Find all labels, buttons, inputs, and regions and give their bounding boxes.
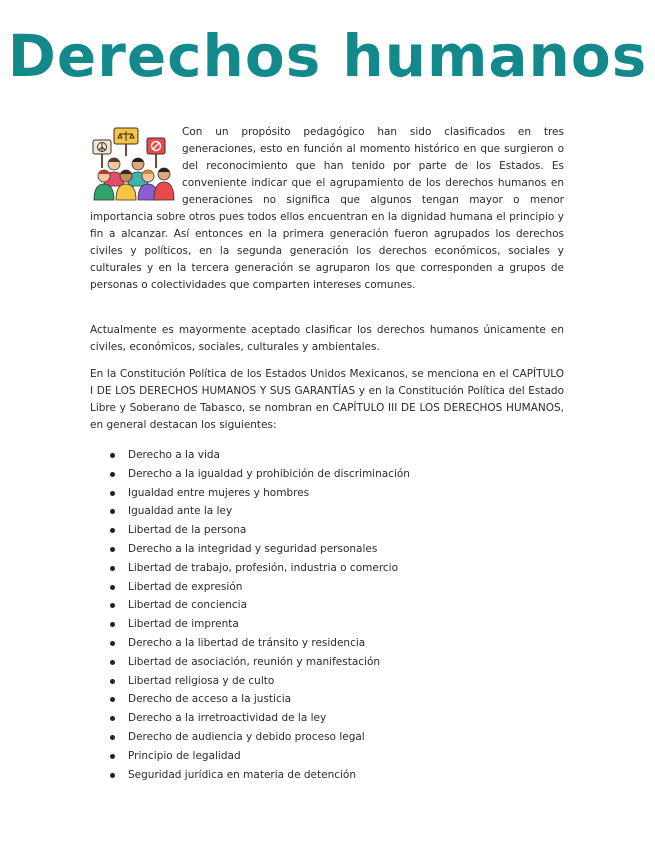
list-item: Derecho a la libertad de tránsito y residencia — [108, 634, 564, 653]
list-item: Derecho a la integridad y seguridad personales — [108, 540, 564, 559]
list-item: Libertad de expresión — [108, 578, 564, 597]
current-classification-paragraph: Actualmente es mayormente aceptado clasificar los derechos humanos únicamente en civiles, económicos, sociales, culturales y ambientales. — [90, 324, 564, 353]
list-item: Libertad de asociación, reunión y manifestación — [108, 653, 564, 672]
list-item: Libertad de imprenta — [108, 615, 564, 634]
list-item: Derecho a la irretroactividad de la ley — [108, 709, 564, 728]
intro-text: Con un propósito pedagógico han sido clasificados en tres generaciones, esto en función al momento histórico en que surgieron o del reconocimiento que han tenido por parte de los Estados. Es conveniente indicar que el agrupamiento de los derechos humanos en generaciones no significa que algunos tengan mayor o menor importancia sobre otros pues todos ellos encuentran en la dignidad humana el principio y fin a alcanzar. Así entonces en la primera generación fueron agrupados los derechos civiles y políticos, en la segunda generación los derechos económicos, sociales y culturales y en la tercera generación se agruparon los que corresponden a grupos de personas o colectividades que comparten intereses comunes. — [90, 126, 564, 291]
page-title: Derechos humanos — [7, 22, 648, 90]
constitution-paragraph: En la Constitución Política de los Estados Unidos Mexicanos, se menciona en el CAPÍTULO I DE LOS DERECHOS HUMANOS Y SUS GARANTÍAS y en la Constitución Política del Estado Libre y Soberano de Tabasco, se nombran en CAPÍTULO III DE LOS DERECHOS HUMANOS, en general destacan los siguientes: — [90, 368, 564, 431]
list-item: Libertad religiosa y de culto — [108, 672, 564, 691]
rights-list — [90, 446, 564, 784]
list-item: Seguridad jurídica en materia de detención — [108, 766, 564, 785]
list-item: Derecho de acceso a la justicia — [108, 690, 564, 709]
list-item: Derecho a la igualdad y prohibición de discriminación — [108, 465, 564, 484]
list-item: Derecho a la vida — [108, 446, 564, 465]
list-item: Libertad de conciencia — [108, 596, 564, 615]
list-item: Principio de legalidad — [108, 747, 564, 766]
list-item: Libertad de trabajo, profesión, industria o comercio — [108, 559, 564, 578]
list-item: Igualdad ante la ley — [108, 502, 564, 521]
intro-paragraph — [90, 124, 564, 294]
document-body — [90, 124, 564, 784]
list-item: Igualdad entre mujeres y hombres — [108, 484, 564, 503]
protest-icon — [92, 126, 176, 202]
list-item: Derecho de audiencia y debido proceso legal — [108, 728, 564, 747]
list-item: Libertad de la persona — [108, 521, 564, 540]
